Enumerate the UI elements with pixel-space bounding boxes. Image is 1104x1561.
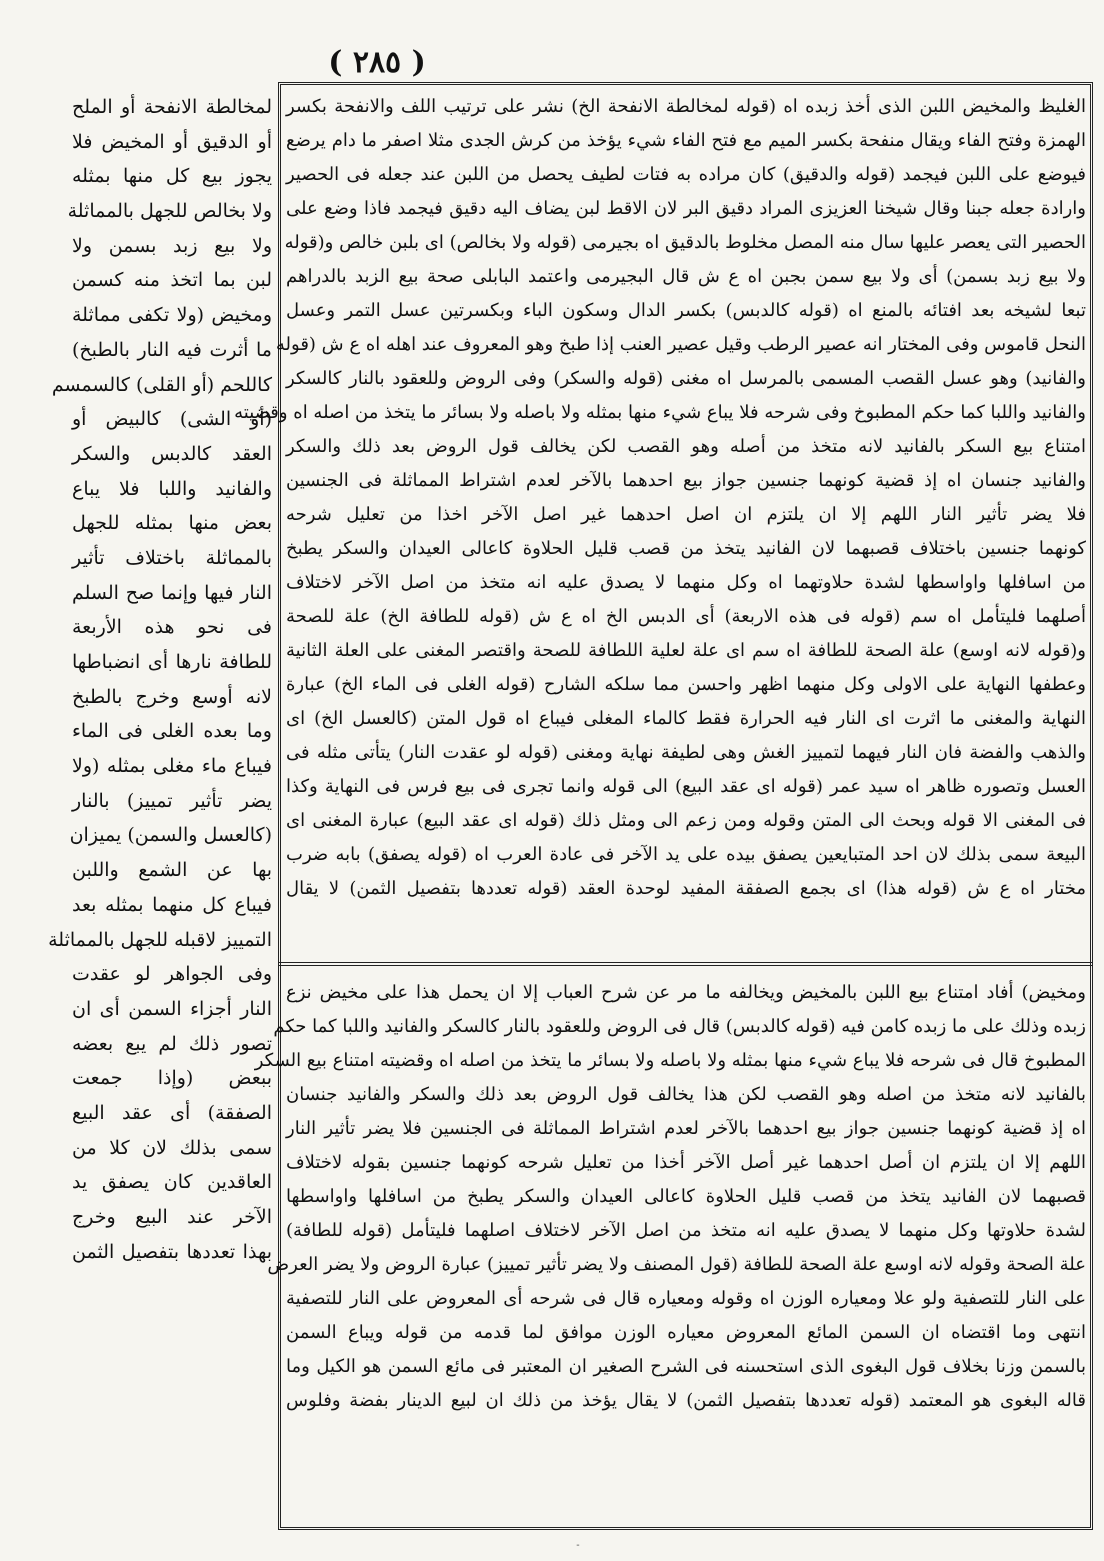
text-line: يجوز بيع كل منها بمثله	[72, 165, 272, 188]
text-line: للطافة نارها أى انضباطها	[72, 651, 272, 673]
commentary-bottom-section	[254, 976, 1086, 1522]
text-line: تبعا لشيخه بعد افتائه بالمنع اه (قوله كالدبس) بكسر الدال وسكون الباء وبكسرتين عسل التمر وعسل	[286, 300, 1086, 321]
text-line: يضر تأثير تمييز) بالنار	[72, 789, 272, 812]
text-line: مختار اه ع ش (قوله هذا) اى بجمع الصفقة المفيد لوحدة العقد (قوله تعددها بتفصيل الثمن) لا يقال	[286, 878, 1086, 899]
page-number: ( ٢٨٥ )	[328, 45, 426, 80]
text-line: النحل قاموس وفى المختار انه عصير الرطب وقيل عصير العنب إذا طبخ وهو المعروف عند اهله اه ع ش (قوله	[275, 334, 1086, 355]
text-line: المطبوخ قال فى شرحه فلا يباع شيء منها بمثله ولا باصله ولا بسائر ما يتخذ من اصله اه وقضيته امتناع بيع السكر	[254, 1050, 1086, 1071]
text-line: على النار للتصفية ولو علا ومعياره الوزن اه وقوله ومعياره قال فى شرحه أى المعروض على النار للتصفية	[286, 1288, 1086, 1309]
text-line: ولا بيع زبد بسمن) أى ولا بيع سمن بجبن اه ع ش قال البجيرمى واعتمد البابلى صحة بيع الزبد بالدراهم	[286, 266, 1086, 287]
text-line: وعطفها النهاية على الاولى وكل منهما اظهر واحسن مما سلكه الشارح (قوله الغلى فى الماء الخ) عبارة	[286, 674, 1086, 695]
text-line: لانه أوسع وخرج بالطبخ	[72, 685, 272, 708]
text-line: الحصير التى يعصر عليها سال منه المصل مخلوط بالدقيق اه بجيرمى (قوله ولا بخالص) اى بلبن خالص و(قوله	[284, 232, 1086, 253]
text-line: امتناع بيع السكر بالفانيد لانه متخذ من أصله وهو القصب لكن يخالف قول الروض بعد ذلك والسكر	[286, 436, 1086, 457]
text-line: سمى بذلك لان كلا من	[72, 1136, 272, 1159]
text-line: العقد كالدبس والسكر	[72, 442, 272, 465]
text-line: لبن بما اتخذ منه كسمن	[72, 269, 272, 292]
text-line: (كالعسل والسمن) يميزان	[69, 824, 272, 847]
text-line: أو الدقيق أو المخيض فلا	[72, 130, 272, 153]
text-line: العسل وتصوره ظاهر اه سيد عمر (قوله اى عقد البيع) الى قوله وانما تجرى فى بيع فرس فى النهاية وكذا	[286, 776, 1086, 797]
text-line: كاللحم (أو القلى) كالسمسم	[51, 373, 272, 396]
text-line: بالفانيد لانه متخذ من اصله وهو القصب لكن هذا يخالف قول الروض بعد ذلك والسكر والفانيد جنسان	[286, 1084, 1086, 1105]
text-line: وما بعده الغلى فى الماء	[72, 720, 272, 743]
text-line: فلا يضر تأثير النار اللهم إلا ان يلتزم ان اصل احدهما غير اصل الآخر اخذا من تعليل شرحه	[286, 504, 1086, 525]
text-line: العاقدين كان يصفق يد	[72, 1171, 272, 1194]
text-line: (أو الشى) كالبيض أو	[72, 408, 272, 431]
text-line: بالمماثلة باختلاف تأثير	[72, 546, 272, 569]
text-line: لشدة حلاوتها وكل منهما لا يصدق عليه انه متخذ من اصل الآخر لاختلاف اصلهما فليتأمل (قوله للطافة)	[286, 1220, 1086, 1241]
commentary-top-section	[234, 90, 1086, 958]
text-line: النهاية والمغنى ما اثرت اى النار فيه الحرارة فقط كالماء المغلى فيباع اه قول المتن (كالعسل الخ) اى	[286, 708, 1086, 729]
text-line: والفانيد) وهو عسل القصب المسمى بالمرسل اه مغنى (قوله والسكر) وفى الروض وللعقود بالنار كالسكر	[286, 368, 1086, 389]
text-line: كونهما جنسين باختلاف قصبهما لان الفانيد يتخذ من قصب قليل الحلاوة كاعالى العيدان والسكر يطبخ	[286, 538, 1086, 559]
text-line: أصلهما فليتأمل اه سم (قوله فى هذه الاربعة) أى الدبس الخ اه ع ش (قوله للطافة الخ) علة للصحة	[286, 606, 1086, 627]
text-line: بالسمن وزنا بخلاف قول البغوى الذى استحسنه فى الشرح الصغير ان المعتبر فى مائع السمن هو الكيل وما	[286, 1356, 1086, 1377]
text-line: الصفقة) أى عقد البيع	[72, 1101, 272, 1124]
text-line: الآخر عند البيع وخرج	[72, 1206, 272, 1228]
text-line: زبده وذلك على ما زبده كامن فيه (قوله كالدبس) قال فى الروض وللعقود بالنار كالسكر والفانيد واللبا كما حكم	[273, 1016, 1086, 1037]
text-line: فيوضع على اللبن فيجمد (قوله والدقيق) كان مراده به فتات لطيف يحصل من اللبن عند جعله فى الحصير	[286, 164, 1086, 185]
text-line: النار أجزاء السمن أى ان	[72, 997, 272, 1020]
text-line: فيباع ماء مغلى بمثله (ولا	[72, 755, 272, 778]
text-line: وارادة جعله جبنا وقال شيخنا العزيزى المراد دقيق البر لان الاقط لبن يضاف اليه دقيق فيجمد فاذا وضع على	[286, 198, 1086, 219]
text-line: من اسافلها واواسطها لشدة حلاوتهما اه وكل منهما لا يصدق عليه انه متخذ من اصل الآخر لاختلاف	[286, 572, 1086, 593]
text-line: البيعة سمى بذلك لان احد المتبايعين يصفق بيده على يد الآخر فى عادة العرب اه (قوله يصفق) بابه ضرب	[286, 844, 1086, 865]
text-line: وفى الجواهر لو عقدت	[72, 963, 272, 986]
text-line: ولا بخالص للجهل بالمماثلة	[67, 200, 272, 223]
text-line: علة الصحة وقوله لانه اوسع علة الصحة للطافة (قول المصنف ولا يضر تأثير تمييز) عبارة الروض ولا يضر العرض	[267, 1254, 1086, 1275]
text-line: ما أثرت فيه النار بالطبخ)	[72, 338, 272, 361]
text-line: فى نحو هذه الأربعة	[72, 616, 272, 639]
text-line: انتهى وما اقتضاه ان السمن المائع المعروض معياره الوزن موافق لما قدمه من قوله ويباع السمن	[286, 1322, 1086, 1343]
text-line: والفانيد جنسان اه إذ قضية كونهما جنسين جواز بيع احدهما بالآخر لعدم اشتراط المماثلة فى الجنسين	[286, 470, 1086, 491]
text-line: و(قوله لانه اوسع) علة الصحة للطافة اه سم اى علة لعلية اللطافة للصحة واقتصر المغنى على العلة الثانية	[286, 640, 1086, 661]
print-mark: -	[576, 1540, 580, 1551]
text-line: ببعض (وإذا جمعت	[72, 1067, 272, 1090]
text-line: ولا بيع زبد بسمن ولا	[72, 234, 272, 257]
text-line: بعض منها بمثله للجهل	[72, 512, 272, 535]
text-line: بهذا تعددها بتفصيل الثمن	[72, 1240, 272, 1263]
text-line: اللهم إلا ان يلتزم ان أصل احدهما غير أصل الآخر أخذا من تعليل شرحه كونهما جنسين بقوله لاختلاف	[286, 1152, 1086, 1173]
main-text-column	[48, 90, 272, 1530]
text-line: الهمزة وفتح الفاء ويقال منفحة بكسر الميم مع فتح الفاء شيء يؤخذ من كرش الجدى مثلا اصفر ما دام يرضع	[286, 130, 1086, 151]
text-line: التمييز لاقبله للجهل بالمماثلة	[48, 928, 272, 951]
text-line: ومخيض) أفاد امتناع بيع اللبن بالمخيض ويخالفه ما مر عن شرح العباب إلا ان يحمل هذا على مخيض نزع	[286, 982, 1086, 1003]
text-line: فيباع كل منهما بمثله بعد	[72, 893, 272, 916]
text-line: قصبهما لان الفانيد يتخذ من قصب قليل الحلاوة كاعالى العيدان والسكر يطبخ من اسافلها واواسطها	[286, 1186, 1086, 1207]
text-line: بها عن الشمع واللبن	[72, 859, 272, 882]
text-line: اه إذ قضية كونهما جنسين جواز بيع احدهما بالآخر لعدم اشتراط المماثلة فى الجنسين فلا يضر تأثير النار	[286, 1118, 1086, 1139]
text-line: تصور ذلك لم يبع بعضه	[72, 1032, 272, 1055]
text-line: والفانيد واللبا فلا يباع	[72, 477, 272, 500]
text-line: قاله البغوى هو المعتمد (قوله تعددها بتفصيل الثمن) لا يقال يؤخذ من ذلك ان لبيع الدينار بفضة وفلوس	[286, 1390, 1086, 1411]
text-line: الغليظ والمخيض اللبن الذى أخذ زبده اه (قوله لمخالطة الانفحة الخ) نشر على ترتيب اللف والانفحة بكسر	[286, 96, 1086, 117]
text-line: فى المغنى الا قوله وبحث الى المتن وقوله ومن زعم الى ومثل ذلك (قوله اى عقد البيع) عبارة المغنى اى	[286, 810, 1086, 831]
text-line: والذهب والفضة فان النار فيهما لتمييز الغش وهى لطيفة نهاية ومغنى (قوله لو عقدت النار) يتأتى مثله فى	[286, 742, 1086, 763]
text-line: ومخيض (ولا تكفى مماثلة	[72, 304, 272, 327]
text-line: والفانيد واللبا كما حكم المطبوخ وفى شرحه فلا يباع شيء منها بمثله ولا باصله ولا بسائر ما يتخذ من اصله اه وقضيته	[234, 402, 1086, 423]
text-line: لمخالطة الانفحة أو الملح	[72, 96, 272, 118]
section-divider	[278, 962, 1093, 966]
text-line: النار فيها وإنما صح السلم	[72, 581, 272, 604]
